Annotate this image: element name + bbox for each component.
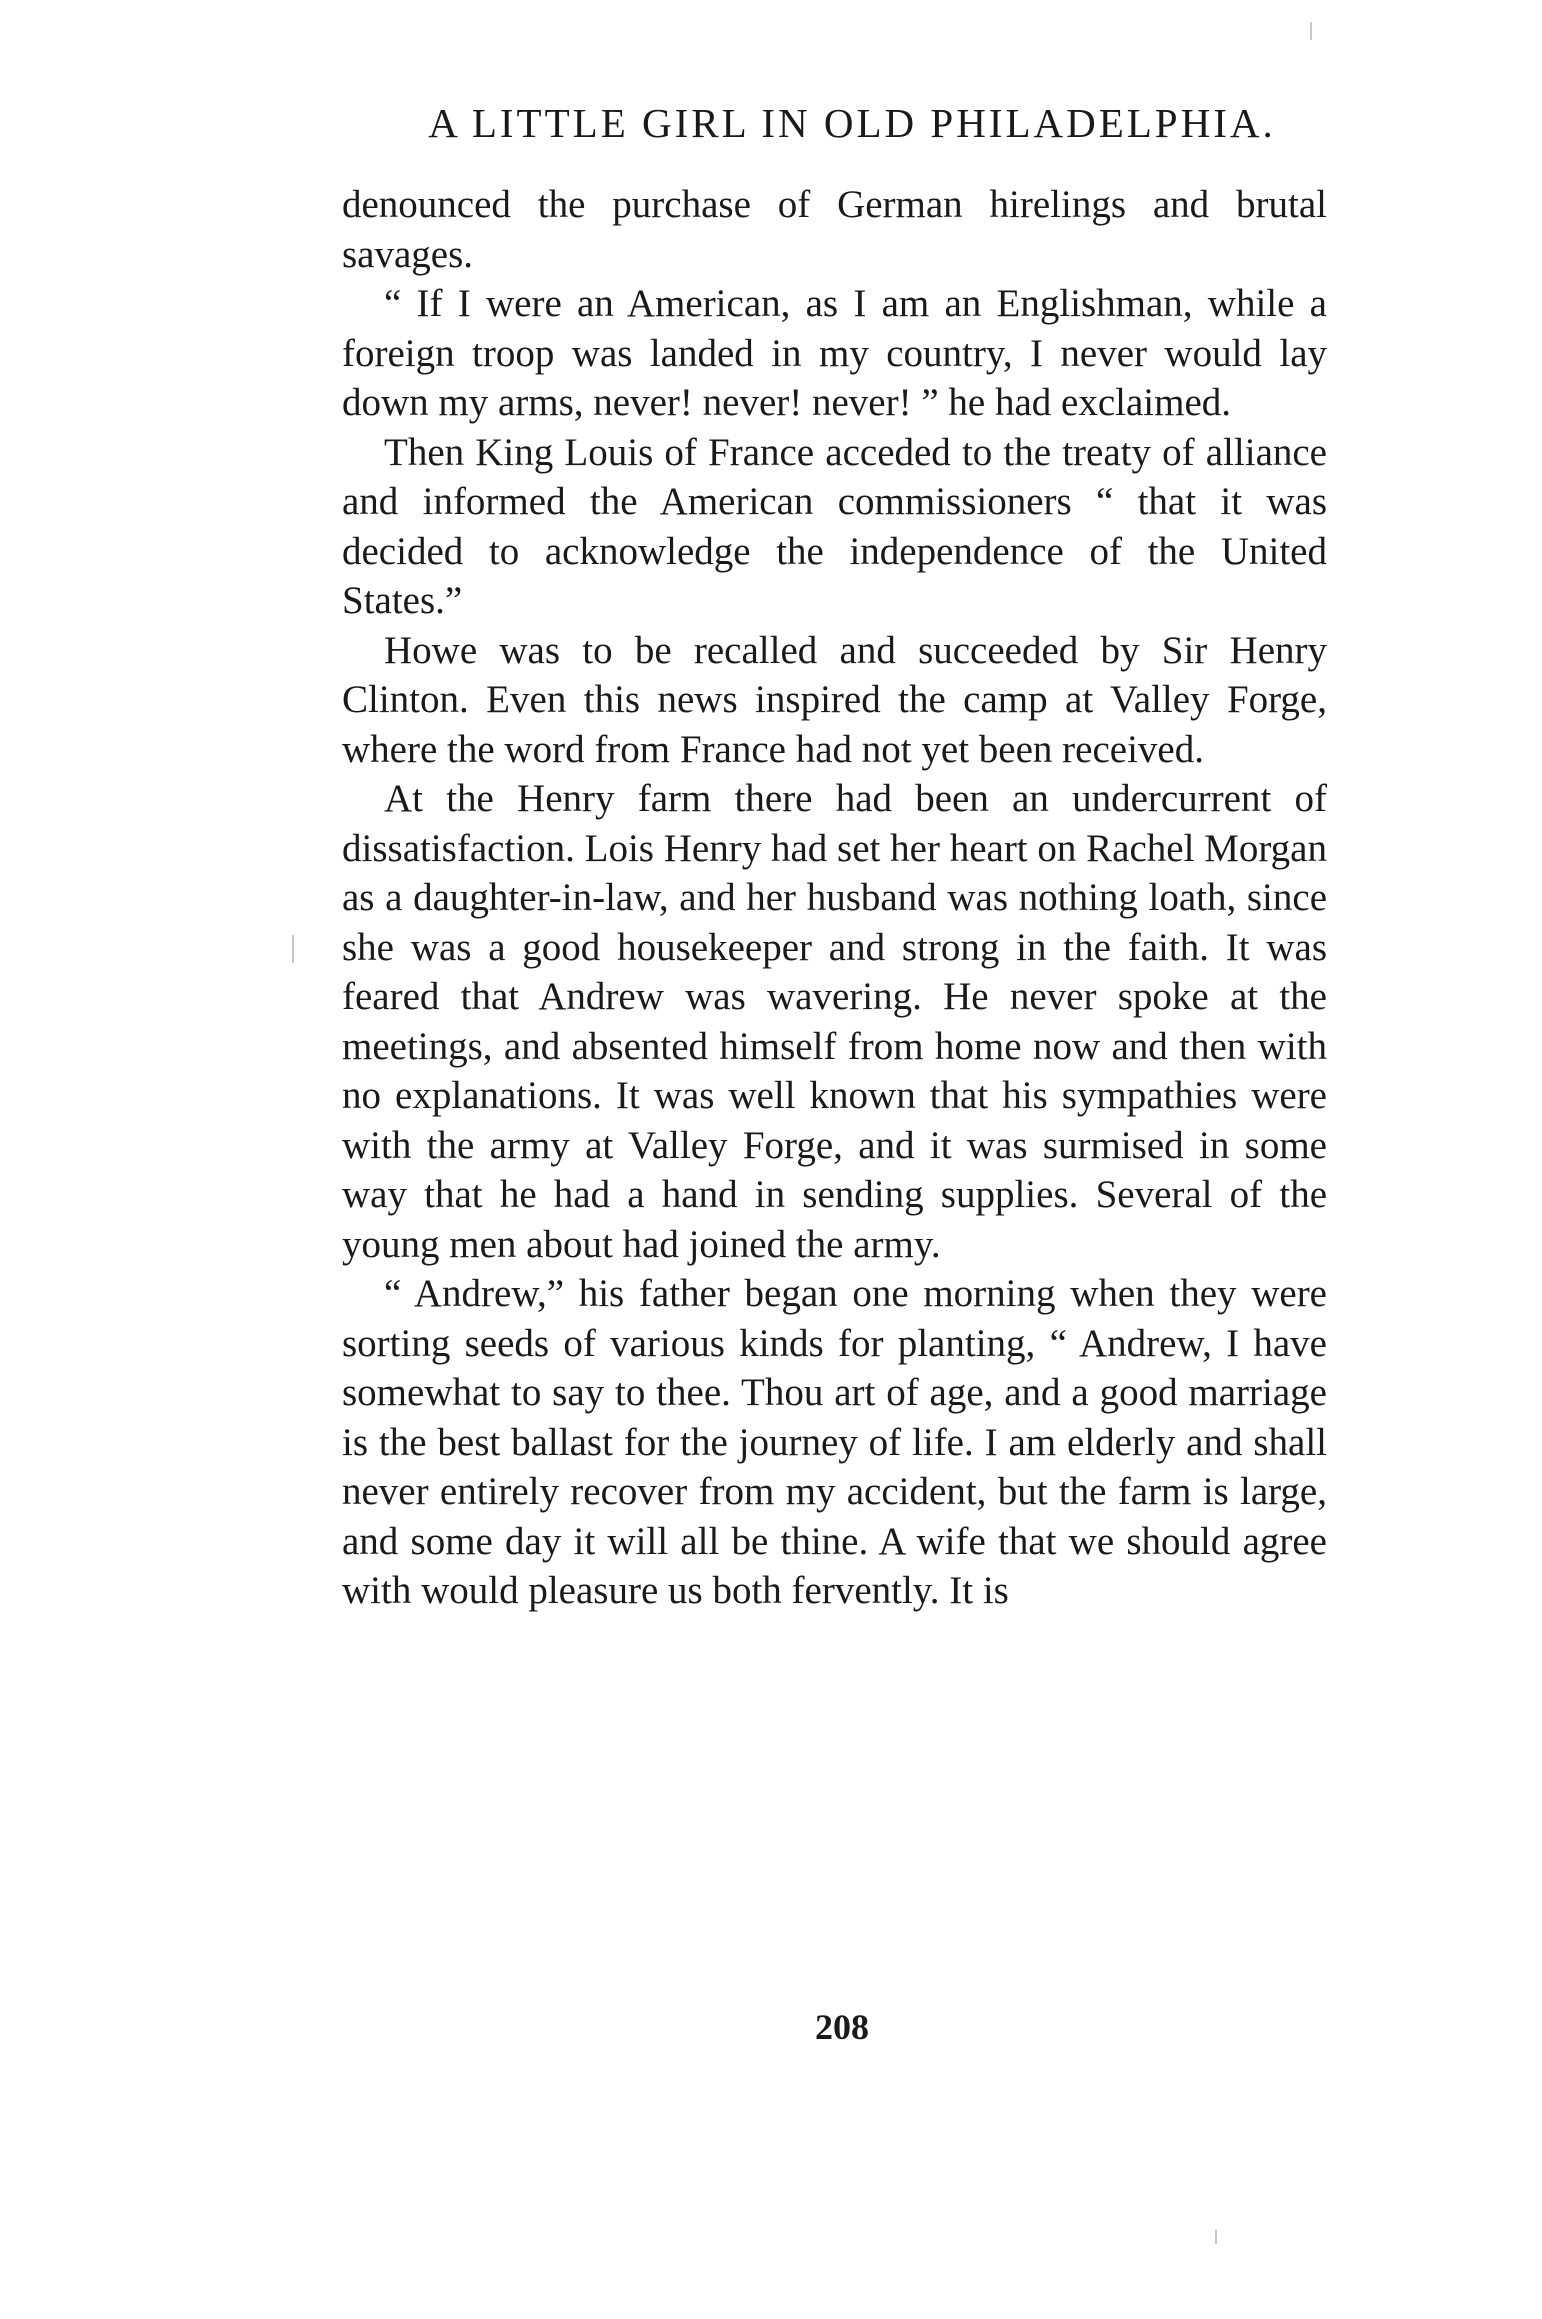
running-title: A LITTLE GIRL IN OLD PHILADELPHIA. [428,100,1276,146]
paragraph-4: Howe was to be recalled and succeeded by Sir Henry Clinton. Even this news inspired the camp at Valley Forge, where the word from France had not yet been received. [342,628,1327,771]
margin-mark [292,935,294,963]
page-number: 208 [815,2007,869,2047]
paragraph-1: denounced the purchase of German hirelings and brutal savages. [342,183,1327,276]
margin-mark [1215,2230,1217,2244]
margin-mark [1310,22,1312,40]
paragraph-2: “ If I were an American, as I am an Englishman, while a foreign troop was landed in my country, I never would lay down my arms, never! never! never! ” he had exclaimed. [342,282,1327,424]
body-text [342,180,1327,1616]
paragraph-6: “ Andrew,” his father began one morning when they were sorting seeds of various kinds for planting, “ Andrew, I have somewhat to say to thee. Thou art of age, and a good marriage is the best ballast for the journey of life. I am elderly and shall never entirely recover from my accident, but the farm is large, and some day it will all be thine. A wife that we should agree with would pleasure us both fervently. It is [342,1272,1327,1612]
paragraph-5: At the Henry farm there had been an undercurrent of dissatisfaction. Lois Henry had set her heart on Rachel Morgan as a daughter-in-law, and her husband was nothing loath, since she was a good housekeeper and strong in the faith. It was feared that Andrew was wavering. He never spoke at the meetings, and absented himself from home now and then with no explanations. It was well known that his sympathies were with the army at Valley Forge, and it was surmised in some way that he had a hand in sending supplies. Several of the young men about had joined the army. [342,777,1327,1266]
paragraph-3: Then King Louis of France acceded to the treaty of alliance and informed the American commissioners “ that it was decided to acknowledge the independence of the United States.” [342,430,1327,622]
